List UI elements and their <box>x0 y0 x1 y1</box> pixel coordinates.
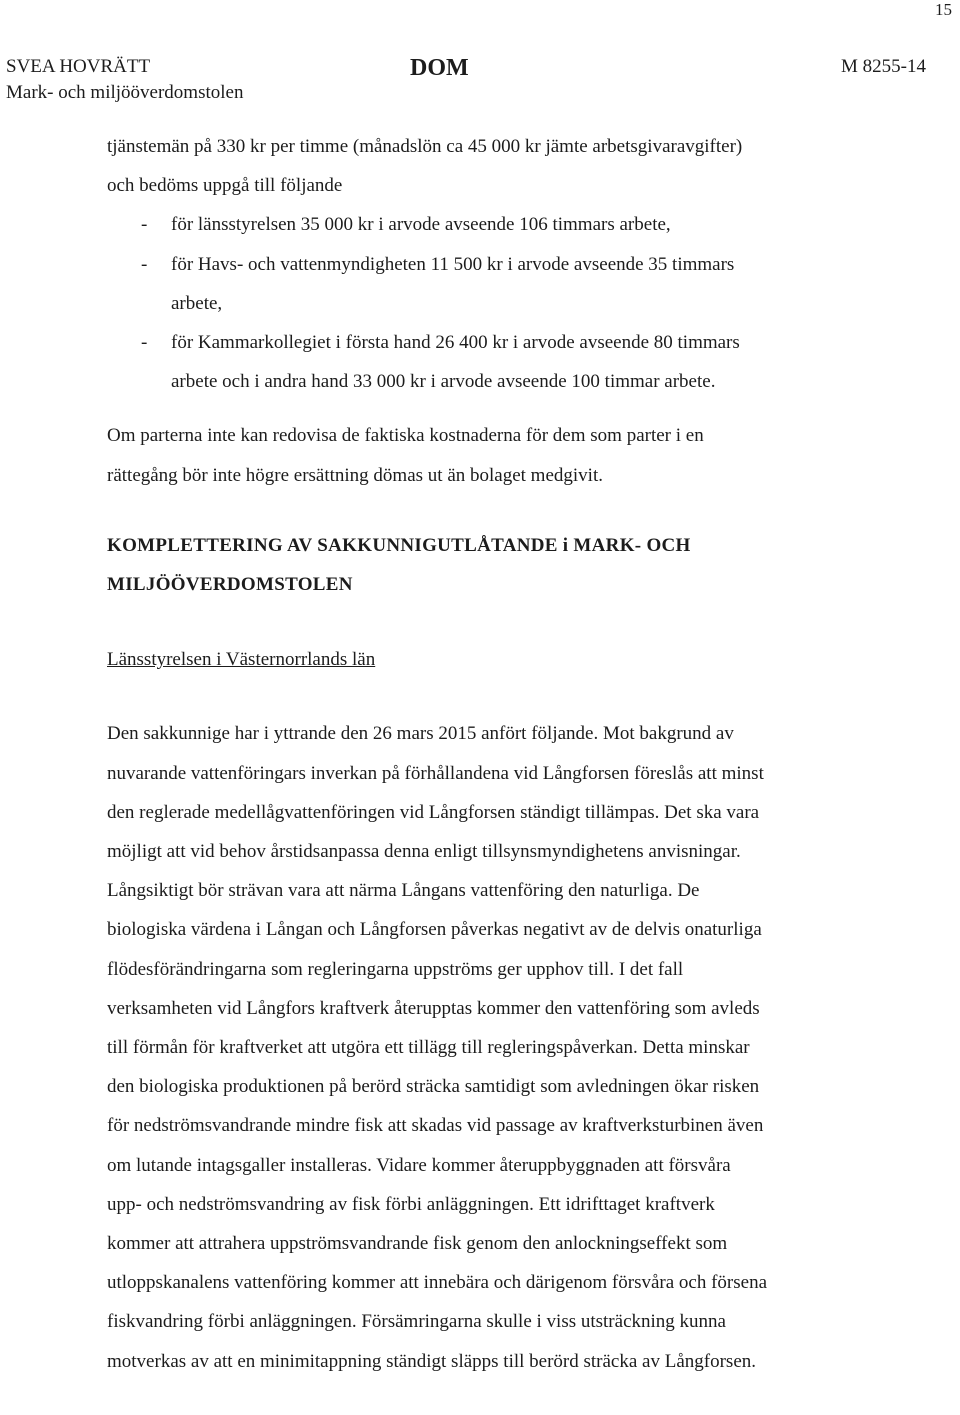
text-line: arbete och i andra hand 33 000 kr i arvode avseende 100 timmar arbete. <box>171 371 716 393</box>
list-item <box>107 245 907 323</box>
text-line: för Kammarkollegiet i första hand 26 400 kr i arvode avseende 80 timmars <box>171 332 740 354</box>
text-line: och bedöms uppgå till följande <box>107 175 343 197</box>
text-line: utloppskanalens vattenföring kommer att innebära och därigenom försvåra och försena <box>107 1272 768 1294</box>
dash-marker: - <box>141 253 148 275</box>
text-line: tjänstemän på 330 kr per timme (månadslön ca 45 000 kr jämte arbetsgivaravgifter) <box>107 136 743 157</box>
text-line: rättegång bör inte högre ersättning dömas ut än bolaget medgivit. <box>107 464 603 486</box>
text-line: fiskvandring förbi anläggningen. Försämringarna skulle i viss utsträckning kunna <box>107 1311 726 1333</box>
text-line: för länsstyrelsen 35 000 kr i arvode avseende 106 timmars arbete, <box>171 214 671 236</box>
heading-line: MILJÖÖVERDOMSTOLEN <box>107 574 353 596</box>
text-line: möjligt att vid behov årstidsanpassa denna enligt tillsynsmyndighetens anvisningar. <box>107 841 741 863</box>
heading-line: KOMPLETTERING AV SAKKUNNIGUTLÅTANDE i MARK- OCH <box>107 534 691 556</box>
intro-paragraph <box>107 127 907 205</box>
section-heading <box>107 526 907 604</box>
document-header <box>6 55 936 111</box>
text-line: den biologiska produktionen på berörd sträcka samtidigt som avledningen ökar risken <box>107 1076 760 1098</box>
text-line: arbete, <box>171 292 223 314</box>
document-body <box>107 127 907 1381</box>
text-line: Om parterna inte kan redovisa de faktiska kostnaderna för dem som parter i en <box>107 425 704 447</box>
text-line: flödesförändringarna som regleringarna uppströms ger upphov till. I det fall <box>107 958 684 980</box>
dash-marker: - <box>141 332 148 354</box>
text-line: för nedströmsvandrande mindre fisk att skadas vid passage av kraftverksturbinen även <box>107 1115 764 1137</box>
list-item <box>107 205 907 244</box>
case-number: M 8255-14 <box>841 56 926 77</box>
page-number: 15 <box>935 0 952 19</box>
text-line: verksamheten vid Långfors kraftverk återupptas kommer den vattenföring som avleds <box>107 997 760 1019</box>
note-paragraph <box>107 416 907 494</box>
text-line: till förmån för kraftverket att utgöra ett tillägg till regleringspåverkan. Detta minskar <box>107 1037 750 1059</box>
text-line: nuvarande vattenföringars inverkan på förhållandena vid Långforsen föreslås att minst <box>107 762 764 784</box>
court-name: SVEA HOVRÄTT <box>6 56 151 77</box>
text-line: den reglerade medellågvattenföringen vid Långforsen ständigt tillämpas. Det ska vara <box>107 801 760 823</box>
text-line: kommer att attrahera uppströmsvandrande fisk genom den anlockningseffekt som <box>107 1233 728 1255</box>
text-line: Långsiktigt bör strävan vara att närma Långans vattenföring den naturliga. De <box>107 880 700 902</box>
body-paragraph <box>107 714 907 1380</box>
cost-list <box>107 205 907 401</box>
dash-marker: - <box>141 214 148 236</box>
text-line: upp- och nedströmsvandring av fisk förbi anläggningen. Ett idrifttaget kraftverk <box>107 1193 715 1215</box>
document-type: DOM <box>410 55 469 81</box>
list-item <box>107 323 907 401</box>
text-line: om lutande intagsgaller installeras. Vidare kommer återuppbyggnaden att försvåra <box>107 1154 731 1176</box>
text-line: för Havs- och vattenmyndigheten 11 500 kr i arvode avseende 35 timmars <box>171 253 735 275</box>
text-line: biologiska värdena i Långan och Långforsen påverkas negativt av de delvis onaturliga <box>107 919 762 941</box>
text-line: motverkas av att en minimitappning ständigt släpps till berörd sträcka av Långforsen. <box>107 1350 757 1372</box>
sub-heading: Länsstyrelsen i Västernorrlands län <box>107 649 376 671</box>
court-division: Mark- och miljööverdomstolen <box>6 82 244 103</box>
text-line: Den sakkunnige har i yttrande den 26 mars 2015 anfört följande. Mot bakgrund av <box>107 723 734 745</box>
